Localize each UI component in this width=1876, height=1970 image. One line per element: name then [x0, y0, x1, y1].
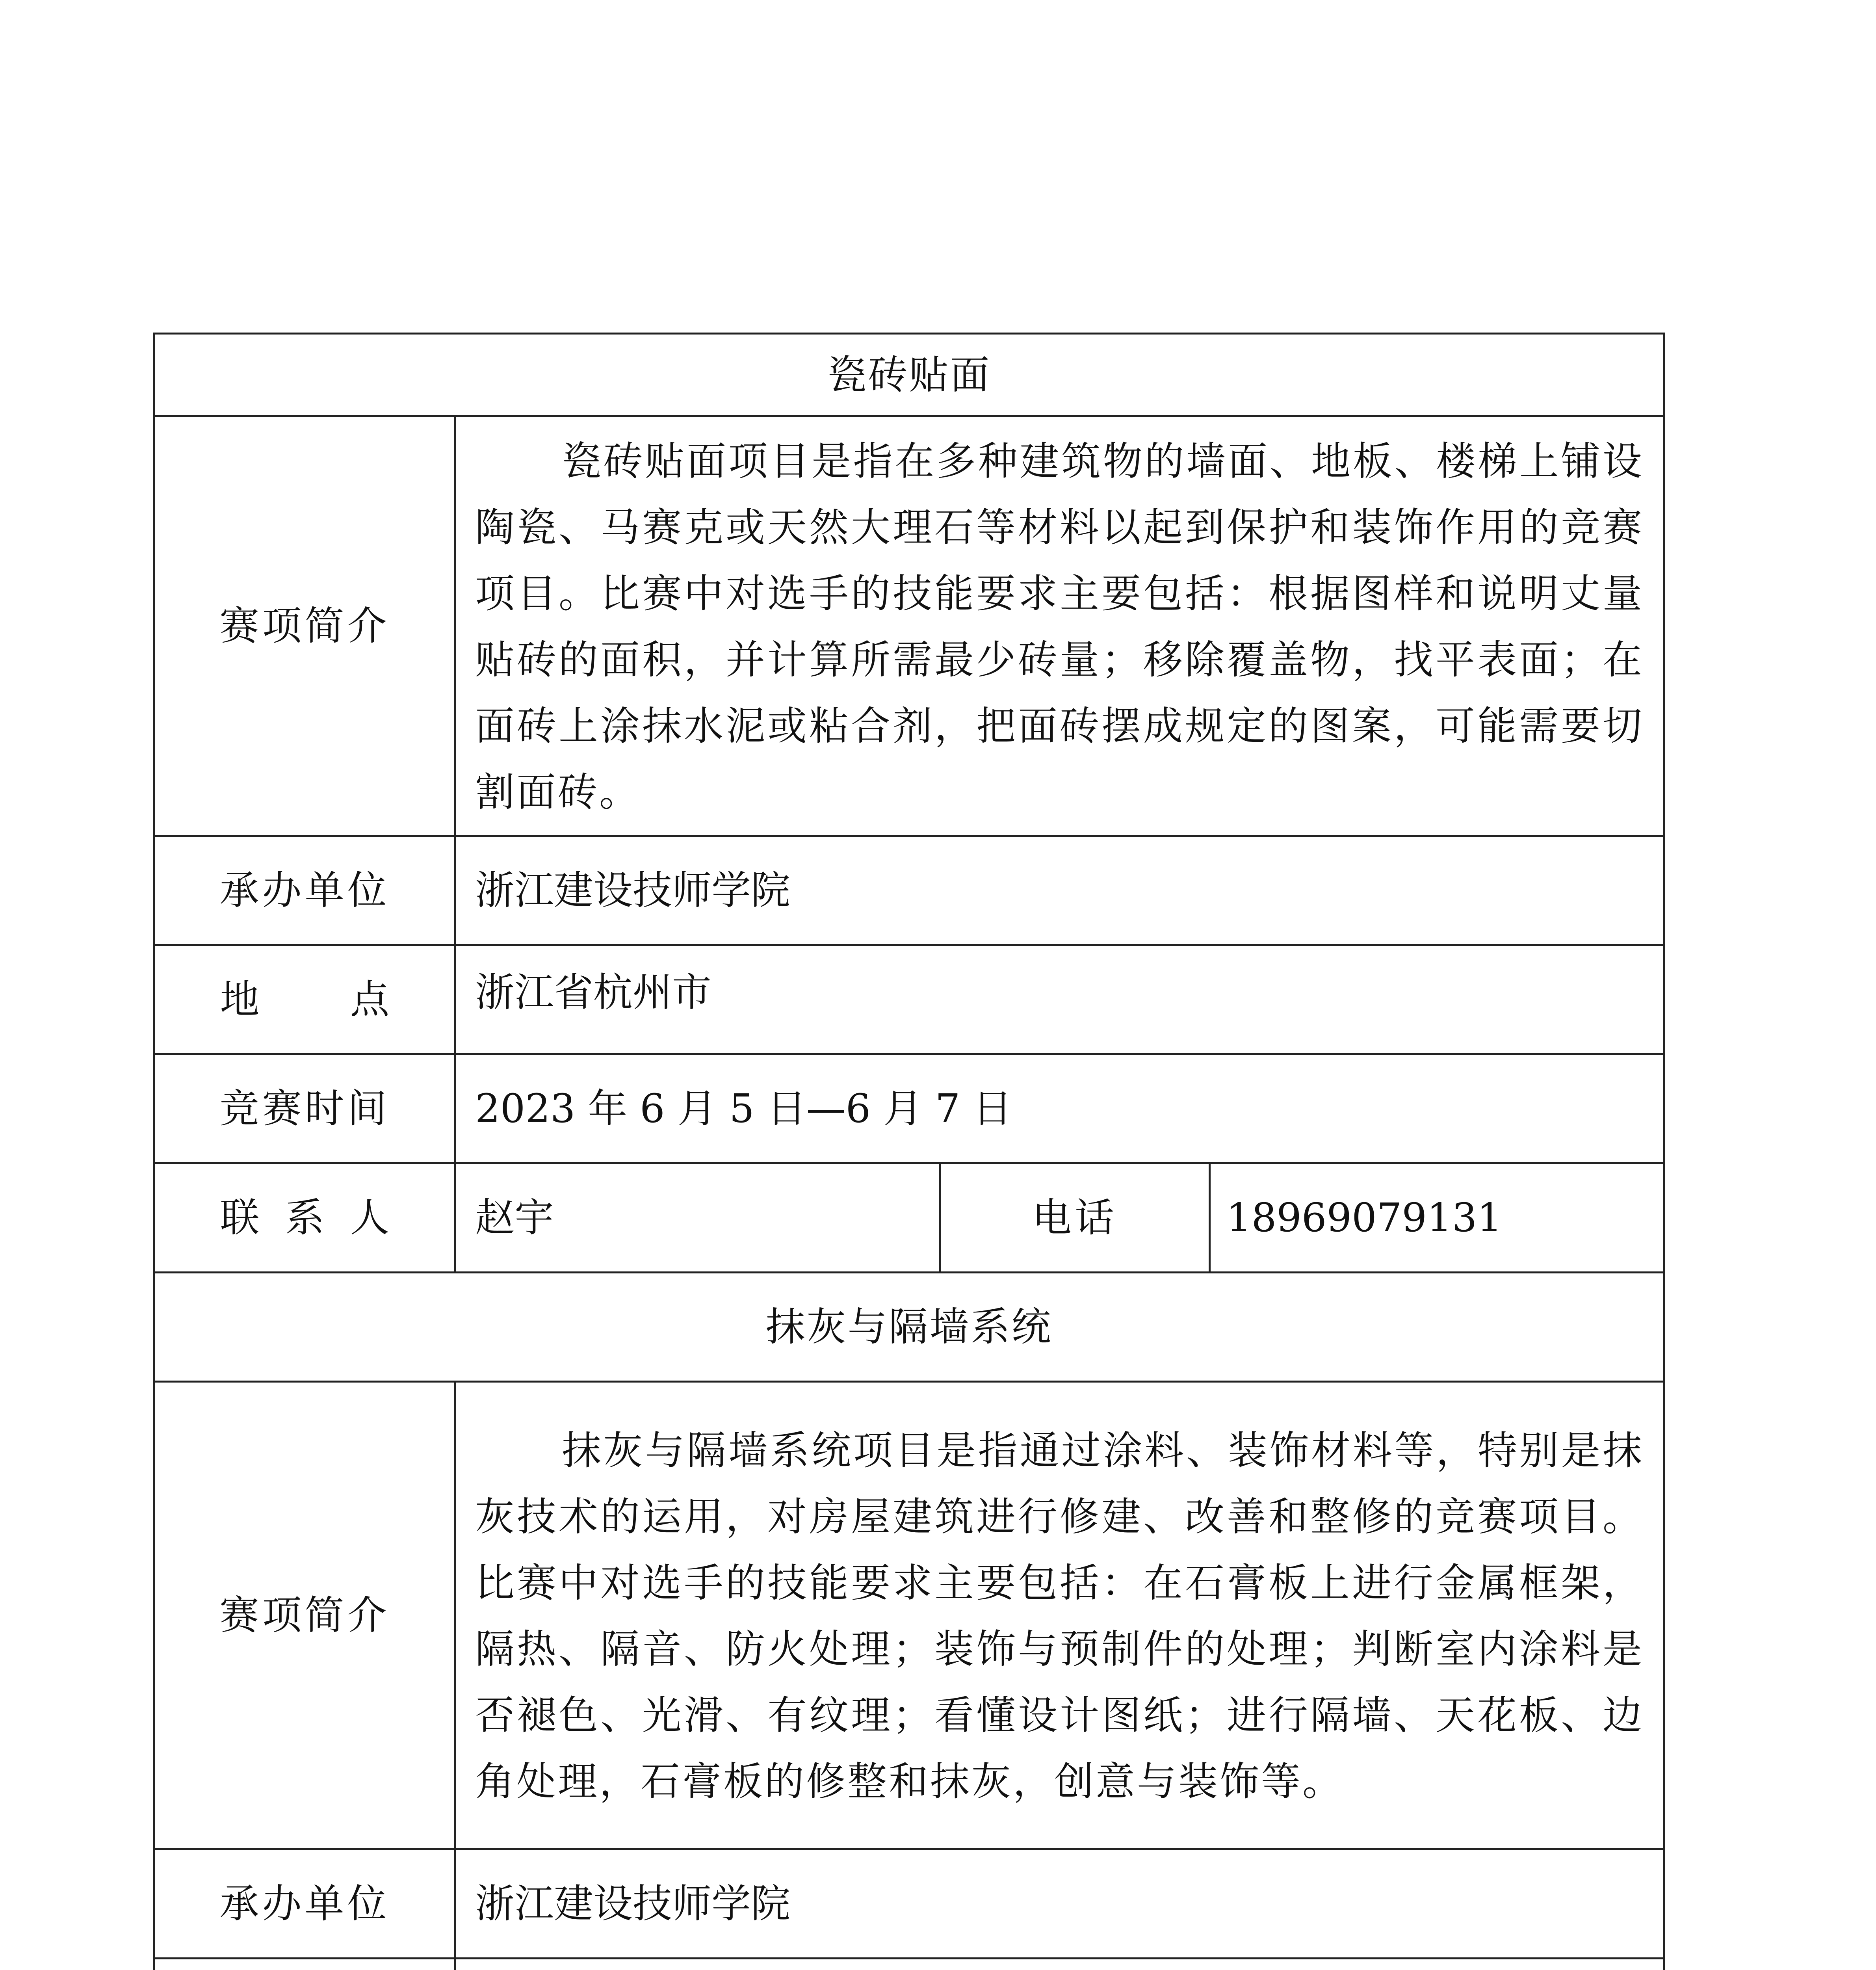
contact-row	[154, 1163, 1664, 1273]
section-title-row	[154, 334, 1664, 416]
host-row	[154, 836, 1664, 945]
host-label: 承办单位	[154, 836, 455, 945]
contact-label: 联 系 人	[154, 1163, 455, 1273]
intro-text: 抹灰与隔墙系统项目是指通过涂料、装饰材料等，特别是抹灰技术的运用，对房屋建筑进行修建、改善和整修的竞赛项目。比赛中对选手的技能要求主要包括：在石膏板上进行金属框架，隔热、隔音、防火处理；装饰与预制件的处理；判断室内涂料是否褪色、光滑、有纹理；看懂设计图纸；进行隔墙、天花板、边角处理，石膏板的修整和抹灰，创意与装饰等。	[475, 1427, 1644, 1805]
host-value: 浙江建设技师学院	[455, 1849, 1664, 1959]
section-title: 瓷砖贴面	[154, 334, 1664, 416]
location-row	[154, 1959, 1664, 1970]
intro-label: 赛项简介	[154, 416, 455, 836]
competition-info-table	[153, 333, 1665, 1970]
section-title-row	[154, 1273, 1664, 1382]
intro-text-cell	[455, 416, 1664, 836]
intro-row	[154, 416, 1664, 836]
contact-value: 赵宇	[455, 1163, 940, 1273]
host-label: 承办单位	[154, 1849, 455, 1959]
location-row	[154, 945, 1664, 1054]
phone-label: 电话	[940, 1163, 1210, 1273]
intro-row	[154, 1382, 1664, 1849]
intro-label: 赛项简介	[154, 1382, 455, 1849]
location-label: 地 点	[154, 945, 455, 1054]
host-value: 浙江建设技师学院	[455, 836, 1664, 945]
location-label	[154, 1959, 455, 1970]
intro-text-cell	[455, 1382, 1664, 1849]
intro-text: 瓷砖贴面项目是指在多种建筑物的墙面、地板、楼梯上铺设陶瓷、马赛克或天然大理石等材料以起到保护和装饰作用的竞赛项目。比赛中对选手的技能要求主要包括：根据图样和说明丈量贴砖的面积，并计算所需最少砖量；移除覆盖物，找平表面；在面砖上涂抹水泥或粘合剂，把面砖摆成规定的图案，可能需要切割面砖。	[475, 438, 1644, 815]
time-label: 竞赛时间	[154, 1054, 455, 1163]
host-row	[154, 1849, 1664, 1959]
time-value: 2023 年 6 月 5 日—6 月 7 日	[455, 1054, 1664, 1163]
section-title: 抹灰与隔墙系统	[154, 1273, 1664, 1382]
location-value	[455, 1959, 1664, 1970]
phone-value: 18969079131	[1210, 1163, 1664, 1273]
location-value: 浙江省杭州市	[455, 945, 1664, 1054]
time-row	[154, 1054, 1664, 1163]
